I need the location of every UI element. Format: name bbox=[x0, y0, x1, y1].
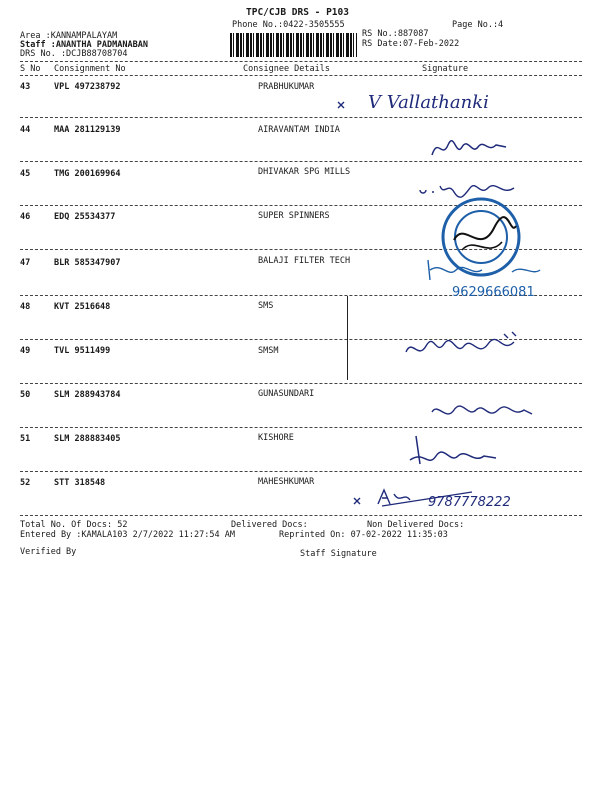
row-sno: 51 bbox=[20, 434, 31, 444]
staff-label: Staff :ANANTHA PADMANABAN bbox=[20, 40, 148, 50]
area-label: Area :KANNAMPALAYAM bbox=[20, 31, 118, 41]
sheet-title: TPC/CJB DRS - P103 bbox=[246, 7, 349, 18]
row-sno: 50 bbox=[20, 390, 31, 400]
row-divider bbox=[20, 383, 582, 384]
rs-date: RS Date:07-Feb-2022 bbox=[362, 39, 460, 49]
phone-number: Phone No.:0422-3505555 bbox=[232, 20, 345, 30]
verified-by: Verified By bbox=[20, 547, 77, 557]
divider bbox=[20, 61, 582, 62]
row-consignment: TMG 200169964 bbox=[54, 169, 121, 179]
reprinted-on: Reprinted On: 07-02-2022 11:35:03 bbox=[279, 530, 448, 540]
column-header-signature: Signature bbox=[422, 64, 469, 74]
row-divider bbox=[20, 471, 582, 472]
signature-row-43 bbox=[334, 88, 564, 118]
row-consignee: PRABHUKUMAR bbox=[258, 82, 315, 92]
page-number: Page No.:4 bbox=[452, 20, 504, 30]
row-consignment: VPL 497238792 bbox=[54, 82, 121, 92]
signature-row-47 bbox=[422, 252, 562, 300]
row-consignee: MAHESHKUMAR bbox=[258, 477, 315, 487]
row-consignee: GUNASUNDARI bbox=[258, 389, 315, 399]
row-consignee: SMS bbox=[258, 301, 274, 311]
handwritten-phone: 9787778222 bbox=[428, 495, 511, 510]
row-consignment: SLM 288943784 bbox=[54, 390, 121, 400]
column-header-consignment: Consignment No bbox=[54, 64, 126, 74]
row-sno: 48 bbox=[20, 302, 31, 312]
signature-row-44 bbox=[430, 135, 510, 161]
rs-number: RS No.:887087 bbox=[362, 29, 429, 39]
signature-row-52 bbox=[352, 486, 562, 516]
drs-number: DRS No. :DCJB88708704 bbox=[20, 49, 128, 59]
row-consignment: EDQ 25534377 bbox=[54, 212, 116, 222]
row-sno: 43 bbox=[20, 82, 31, 92]
pen-bracket-line bbox=[347, 296, 348, 380]
row-consignee: BALAJI FILTER TECH bbox=[258, 256, 351, 266]
divider bbox=[20, 75, 582, 76]
row-consignment: KVT 2516648 bbox=[54, 302, 111, 312]
signature-row-49 bbox=[402, 330, 528, 366]
delivered-docs: Delivered Docs: bbox=[231, 520, 308, 530]
entered-by: Entered By :KAMALA103 2/7/2022 11:27:54 AM bbox=[20, 530, 235, 540]
row-sno: 45 bbox=[20, 169, 31, 179]
handwritten-phone: 9629666081 bbox=[452, 285, 535, 300]
signature-row-50 bbox=[428, 398, 538, 428]
row-consignee: DHIVAKAR SPG MILLS bbox=[258, 167, 351, 177]
row-consignment: SLM 288883405 bbox=[54, 434, 121, 444]
row-consignee: KISHORE bbox=[258, 433, 294, 443]
row-sno: 44 bbox=[20, 125, 31, 135]
handwritten-name: V Vallathanki bbox=[368, 92, 489, 113]
non-delivered-docs: Non Delivered Docs: bbox=[367, 520, 465, 530]
row-sno: 49 bbox=[20, 346, 31, 356]
row-sno: 52 bbox=[20, 478, 31, 488]
row-sno: 46 bbox=[20, 212, 31, 222]
row-divider bbox=[20, 161, 582, 162]
row-consignee: SUPER SPINNERS bbox=[258, 211, 330, 221]
signature-row-51 bbox=[404, 434, 504, 470]
row-consignee: AIRAVANTAM INDIA bbox=[258, 125, 340, 135]
row-consignment: STT 318548 bbox=[54, 478, 106, 488]
barcode bbox=[230, 33, 357, 57]
row-consignment: BLR 585347907 bbox=[54, 258, 121, 268]
staff-signature-label: Staff Signature bbox=[300, 549, 377, 559]
column-header-consignee: Consignee Details bbox=[243, 64, 330, 74]
row-consignment: MAA 281129139 bbox=[54, 125, 121, 135]
row-consignee: SMSM bbox=[258, 346, 279, 356]
total-docs: Total No. Of Docs: 52 bbox=[20, 520, 128, 530]
row-sno: 47 bbox=[20, 258, 31, 268]
row-consignment: TVL 9511499 bbox=[54, 346, 111, 356]
column-header-sno: S No bbox=[20, 64, 41, 74]
